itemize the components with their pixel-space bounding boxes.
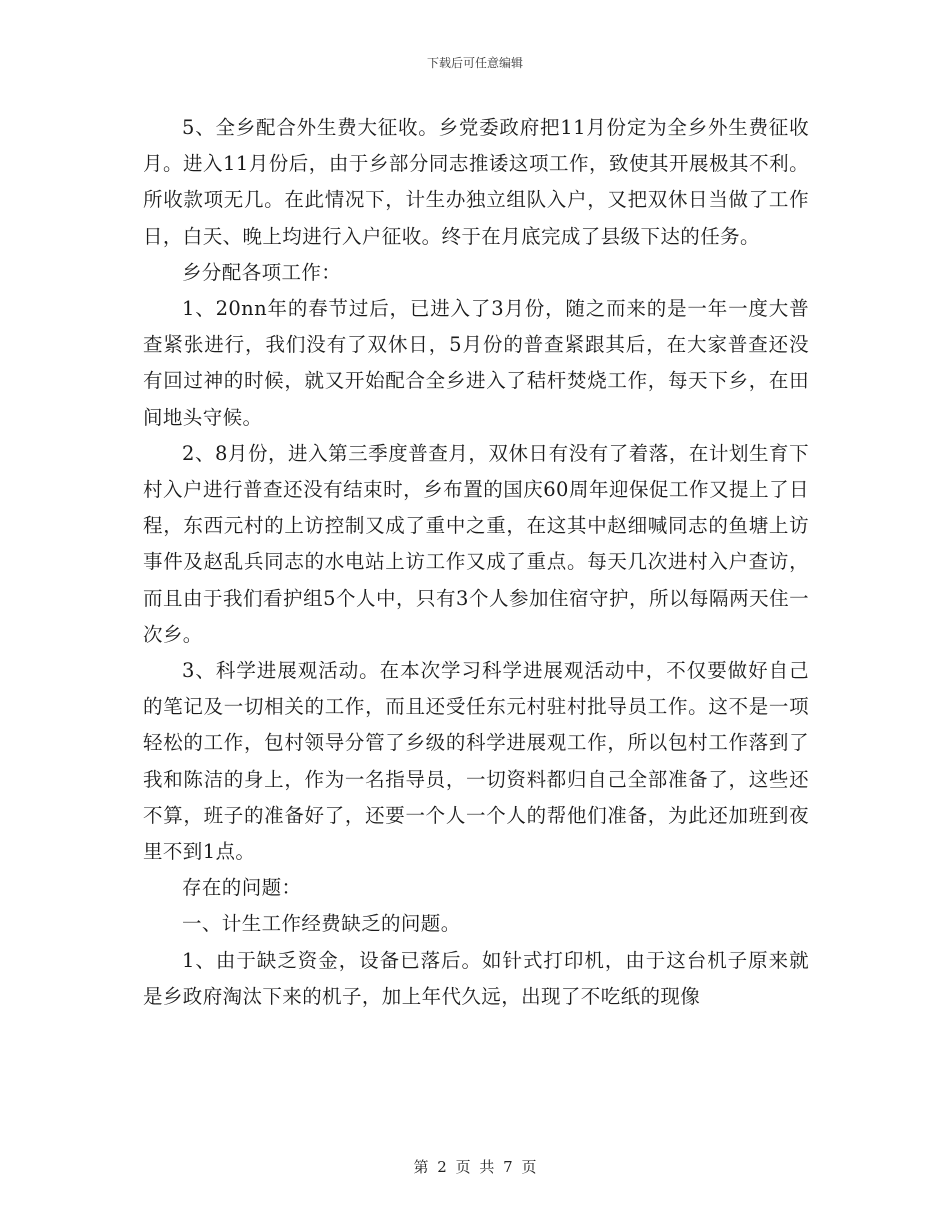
document-body <box>143 110 809 1015</box>
page-number-footer: 第 2 页 共 7 页 <box>413 1158 537 1176</box>
paragraph-1: 5、全乡配合外生费大征收。乡党委政府把11月份定为全乡外生费征收月。进入11月份后，由于乡部分同志推诿这项工作，致使其开展极其不利。所收款项无几。在此情况下，计生办独立组队入户，又把双休日当做了工作日，白天、晚上均进行入户征收。终于在月底完成了县级下达的任务。 <box>143 116 809 248</box>
paragraph-7: 一、计生工作经费缺乏的问题。 <box>182 912 461 936</box>
page-header: 下载后可任意编辑 <box>426 56 523 70</box>
paragraph-6: 存在的问题： <box>182 876 302 900</box>
paragraph-4: 2、8月份，进入第三季度普查月，双休日有没有了着落，在计划生育下村入户进行普查还没有结束时，乡布置的国庆60周年迎保促工作又提上了日程，东西元村的上访控制又成了重中之重，在这其中赵细喊同志的鱼塘上访事件及赵乱兵同志的水电站上访工作又成了重点。每天几次进村入户查访，而且由于我们看护组5个人中，只有3个人参加住宿守护，所以每隔两天住一次乡。 <box>143 441 809 646</box>
paragraph-8: 1、由于缺乏资金，设备已落后。如针式打印机，由于这台机子原来就是乡政府淘汰下来的机子，加上年代久远，出现了不吃纸的现像 <box>143 948 809 1008</box>
paragraph-5: 3、科学进展观活动。在本次学习科学进展观活动中，不仅要做好自己的笔记及一切相关的工作，而且还受任东元村驻村批导员工作。这不是一项轻松的工作，包村领导分管了乡级的科学进展观工作，所以包村工作落到了我和陈洁的身上，作为一名指导员，一切资料都归自己全部准备了，这些还不算，班子的准备好了，还要一个人一个人的帮他们准备，为此还加班到夜里不到1点。 <box>143 659 809 864</box>
paragraph-2: 乡分配各项工作： <box>182 260 342 284</box>
paragraph-3: 1、20nn年的春节过后，已进入了3月份，随之而来的是一年一度大普查紧张进行，我们没有了双休日，5月份的普查紧跟其后，在大家普查还没有回过神的时候，就又开始配合全乡进入了秸杆焚烧工作，每天下乡，在田间地头守候。 <box>143 297 809 429</box>
